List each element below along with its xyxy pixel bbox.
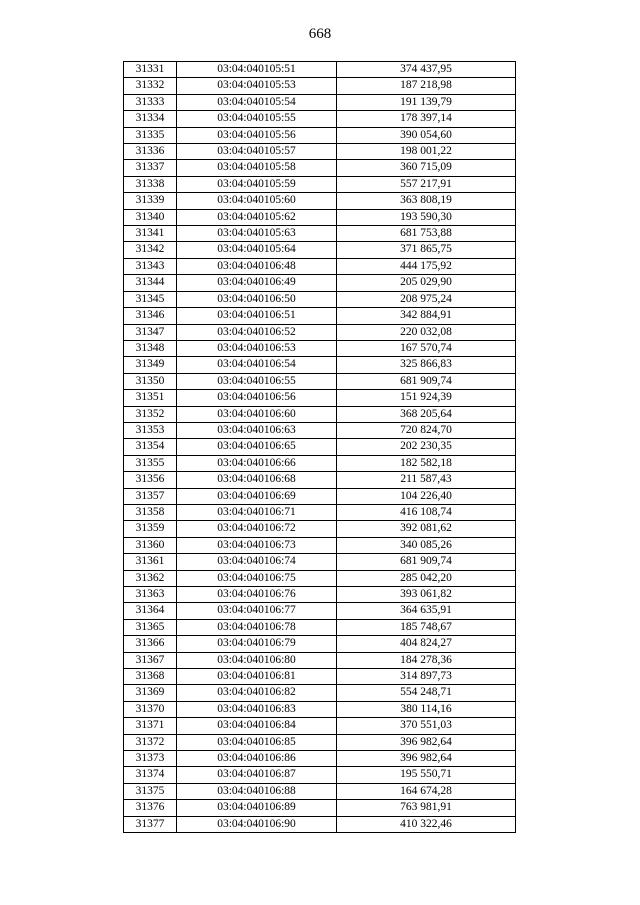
- row-number-cell: 31332: [124, 78, 177, 94]
- row-number-cell: 31354: [124, 439, 177, 455]
- row-number-cell: 31338: [124, 176, 177, 192]
- row-number-cell: 31369: [124, 685, 177, 701]
- cadastral-value-cell: 202 230,35: [337, 439, 516, 455]
- cadastral-value-cell: 187 218,98: [337, 78, 516, 94]
- row-number-cell: 31342: [124, 242, 177, 258]
- cadastral-number-cell: 03:04:040105:60: [177, 193, 337, 209]
- row-number-cell: 31349: [124, 357, 177, 373]
- cadastral-number-cell: 03:04:040105:58: [177, 160, 337, 176]
- cadastral-value-cell: 396 982,64: [337, 734, 516, 750]
- cadastral-number-cell: 03:04:040106:52: [177, 324, 337, 340]
- table-row: [124, 406, 516, 422]
- table-row: [124, 767, 516, 783]
- cadastral-number-cell: 03:04:040106:87: [177, 767, 337, 783]
- cadastral-number-cell: 03:04:040106:86: [177, 751, 337, 767]
- cadastral-number-cell: 03:04:040106:75: [177, 570, 337, 586]
- row-number-cell: 31348: [124, 340, 177, 356]
- cadastral-value-cell: 151 924,39: [337, 390, 516, 406]
- cadastral-number-cell: 03:04:040106:55: [177, 373, 337, 389]
- table-row: [124, 160, 516, 176]
- cadastral-number-cell: 03:04:040106:51: [177, 308, 337, 324]
- cadastral-number-cell: 03:04:040106:85: [177, 734, 337, 750]
- table-body: [124, 62, 516, 833]
- cadastral-value-cell: 763 981,91: [337, 800, 516, 816]
- table-row: [124, 226, 516, 242]
- cadastral-number-cell: 03:04:040106:83: [177, 701, 337, 717]
- cadastral-value-cell: 178 397,14: [337, 111, 516, 127]
- cadastral-value-cell: 371 865,75: [337, 242, 516, 258]
- row-number-cell: 31350: [124, 373, 177, 389]
- cadastral-number-cell: 03:04:040105:62: [177, 209, 337, 225]
- table-row: [124, 521, 516, 537]
- cadastral-value-cell: 220 032,08: [337, 324, 516, 340]
- cadastral-value-cell: 363 808,19: [337, 193, 516, 209]
- cadastral-number-cell: 03:04:040105:59: [177, 176, 337, 192]
- row-number-cell: 31361: [124, 554, 177, 570]
- cadastral-number-cell: 03:04:040106:60: [177, 406, 337, 422]
- cadastral-number-cell: 03:04:040106:72: [177, 521, 337, 537]
- cadastral-number-cell: 03:04:040106:48: [177, 258, 337, 274]
- cadastral-value-cell: 208 975,24: [337, 291, 516, 307]
- table-row: [124, 472, 516, 488]
- cadastral-value-cell: 314 897,73: [337, 669, 516, 685]
- cadastral-value-table: [123, 61, 516, 833]
- cadastral-number-cell: 03:04:040106:54: [177, 357, 337, 373]
- table-row: [124, 111, 516, 127]
- cadastral-value-cell: 392 081,62: [337, 521, 516, 537]
- cadastral-value-cell: 360 715,09: [337, 160, 516, 176]
- cadastral-value-cell: 205 029,90: [337, 275, 516, 291]
- cadastral-number-cell: 03:04:040106:88: [177, 783, 337, 799]
- cadastral-value-cell: 185 748,67: [337, 619, 516, 635]
- table-row: [124, 127, 516, 143]
- cadastral-value-cell: 184 278,36: [337, 652, 516, 668]
- table-row: [124, 734, 516, 750]
- cadastral-value-cell: 444 175,92: [337, 258, 516, 274]
- cadastral-number-cell: 03:04:040106:53: [177, 340, 337, 356]
- cadastral-value-cell: 167 570,74: [337, 340, 516, 356]
- row-number-cell: 31351: [124, 390, 177, 406]
- cadastral-value-cell: 193 590,30: [337, 209, 516, 225]
- cadastral-number-cell: 03:04:040105:63: [177, 226, 337, 242]
- table-row: [124, 587, 516, 603]
- cadastral-value-cell: 681 909,74: [337, 373, 516, 389]
- table-row: [124, 636, 516, 652]
- cadastral-value-cell: 557 217,91: [337, 176, 516, 192]
- row-number-cell: 31335: [124, 127, 177, 143]
- table-row: [124, 783, 516, 799]
- table-row: [124, 537, 516, 553]
- row-number-cell: 31340: [124, 209, 177, 225]
- table-row: [124, 718, 516, 734]
- table-row: [124, 308, 516, 324]
- row-number-cell: 31357: [124, 488, 177, 504]
- table-row: [124, 455, 516, 471]
- cadastral-number-cell: 03:04:040105:54: [177, 94, 337, 110]
- cadastral-value-cell: 380 114,16: [337, 701, 516, 717]
- cadastral-value-cell: 342 884,91: [337, 308, 516, 324]
- cadastral-value-cell: 681 753,88: [337, 226, 516, 242]
- cadastral-number-cell: 03:04:040105:57: [177, 144, 337, 160]
- table-row: [124, 652, 516, 668]
- cadastral-value-cell: 285 042,20: [337, 570, 516, 586]
- cadastral-value-cell: 404 824,27: [337, 636, 516, 652]
- cadastral-value-cell: 198 001,22: [337, 144, 516, 160]
- cadastral-number-cell: 03:04:040105:56: [177, 127, 337, 143]
- row-number-cell: 31360: [124, 537, 177, 553]
- cadastral-number-cell: 03:04:040105:55: [177, 111, 337, 127]
- row-number-cell: 31362: [124, 570, 177, 586]
- cadastral-number-cell: 03:04:040106:50: [177, 291, 337, 307]
- row-number-cell: 31372: [124, 734, 177, 750]
- cadastral-value-cell: 374 437,95: [337, 62, 516, 78]
- table-row: [124, 275, 516, 291]
- table-row: [124, 94, 516, 110]
- cadastral-number-cell: 03:04:040106:71: [177, 504, 337, 520]
- cadastral-value-cell: 393 061,82: [337, 587, 516, 603]
- cadastral-value-cell: 164 674,28: [337, 783, 516, 799]
- row-number-cell: 31352: [124, 406, 177, 422]
- cadastral-value-cell: 370 551,03: [337, 718, 516, 734]
- row-number-cell: 31346: [124, 308, 177, 324]
- table-row: [124, 176, 516, 192]
- table-row: [124, 209, 516, 225]
- table-row: [124, 291, 516, 307]
- table-row: [124, 685, 516, 701]
- table-row: [124, 422, 516, 438]
- row-number-cell: 31355: [124, 455, 177, 471]
- cadastral-number-cell: 03:04:040106:56: [177, 390, 337, 406]
- table-row: [124, 324, 516, 340]
- cadastral-value-cell: 211 587,43: [337, 472, 516, 488]
- cadastral-value-cell: 554 248,71: [337, 685, 516, 701]
- cadastral-number-cell: 03:04:040105:64: [177, 242, 337, 258]
- cadastral-number-cell: 03:04:040105:53: [177, 78, 337, 94]
- row-number-cell: 31376: [124, 800, 177, 816]
- row-number-cell: 31359: [124, 521, 177, 537]
- cadastral-value-cell: 416 108,74: [337, 504, 516, 520]
- table-row: [124, 619, 516, 635]
- row-number-cell: 31366: [124, 636, 177, 652]
- table-row: [124, 193, 516, 209]
- row-number-cell: 31374: [124, 767, 177, 783]
- table-row: [124, 439, 516, 455]
- cadastral-number-cell: 03:04:040105:51: [177, 62, 337, 78]
- cadastral-value-cell: 104 226,40: [337, 488, 516, 504]
- cadastral-number-cell: 03:04:040106:79: [177, 636, 337, 652]
- cadastral-value-cell: 396 982,64: [337, 751, 516, 767]
- row-number-cell: 31353: [124, 422, 177, 438]
- table-row: [124, 504, 516, 520]
- cadastral-number-cell: 03:04:040106:66: [177, 455, 337, 471]
- table-row: [124, 800, 516, 816]
- cadastral-value-cell: 368 205,64: [337, 406, 516, 422]
- row-number-cell: 31356: [124, 472, 177, 488]
- cadastral-value-cell: 325 866,83: [337, 357, 516, 373]
- cadastral-value-cell: 681 909,74: [337, 554, 516, 570]
- row-number-cell: 31347: [124, 324, 177, 340]
- table-row: [124, 78, 516, 94]
- cadastral-value-cell: 720 824,70: [337, 422, 516, 438]
- cadastral-number-cell: 03:04:040106:76: [177, 587, 337, 603]
- row-number-cell: 31377: [124, 816, 177, 832]
- row-number-cell: 31364: [124, 603, 177, 619]
- table-row: [124, 701, 516, 717]
- cadastral-number-cell: 03:04:040106:81: [177, 669, 337, 685]
- row-number-cell: 31371: [124, 718, 177, 734]
- row-number-cell: 31336: [124, 144, 177, 160]
- row-number-cell: 31370: [124, 701, 177, 717]
- table-row: [124, 488, 516, 504]
- table-row: [124, 357, 516, 373]
- table-row: [124, 554, 516, 570]
- cadastral-number-cell: 03:04:040106:84: [177, 718, 337, 734]
- cadastral-number-cell: 03:04:040106:90: [177, 816, 337, 832]
- table-row: [124, 340, 516, 356]
- cadastral-number-cell: 03:04:040106:77: [177, 603, 337, 619]
- page-number: 668: [308, 26, 332, 42]
- table-row: [124, 62, 516, 78]
- row-number-cell: 31344: [124, 275, 177, 291]
- row-number-cell: 31367: [124, 652, 177, 668]
- cadastral-number-cell: 03:04:040106:80: [177, 652, 337, 668]
- cadastral-value-cell: 390 054,60: [337, 127, 516, 143]
- row-number-cell: 31365: [124, 619, 177, 635]
- cadastral-value-cell: 195 550,71: [337, 767, 516, 783]
- cadastral-value-cell: 191 139,79: [337, 94, 516, 110]
- row-number-cell: 31331: [124, 62, 177, 78]
- table-row: [124, 751, 516, 767]
- cadastral-value-cell: 182 582,18: [337, 455, 516, 471]
- cadastral-number-cell: 03:04:040106:74: [177, 554, 337, 570]
- row-number-cell: 31375: [124, 783, 177, 799]
- table-row: [124, 373, 516, 389]
- cadastral-number-cell: 03:04:040106:78: [177, 619, 337, 635]
- row-number-cell: 31333: [124, 94, 177, 110]
- cadastral-value-cell: 364 635,91: [337, 603, 516, 619]
- row-number-cell: 31343: [124, 258, 177, 274]
- table-row: [124, 603, 516, 619]
- cadastral-value-cell: 340 085,26: [337, 537, 516, 553]
- table-row: [124, 570, 516, 586]
- cadastral-number-cell: 03:04:040106:82: [177, 685, 337, 701]
- cadastral-value-cell: 410 322,46: [337, 816, 516, 832]
- table-row: [124, 669, 516, 685]
- row-number-cell: 31341: [124, 226, 177, 242]
- table-row: [124, 242, 516, 258]
- cadastral-number-cell: 03:04:040106:73: [177, 537, 337, 553]
- table-row: [124, 144, 516, 160]
- table-row: [124, 816, 516, 832]
- row-number-cell: 31358: [124, 504, 177, 520]
- cadastral-number-cell: 03:04:040106:89: [177, 800, 337, 816]
- cadastral-number-cell: 03:04:040106:63: [177, 422, 337, 438]
- row-number-cell: 31337: [124, 160, 177, 176]
- row-number-cell: 31345: [124, 291, 177, 307]
- row-number-cell: 31339: [124, 193, 177, 209]
- cadastral-number-cell: 03:04:040106:68: [177, 472, 337, 488]
- cadastral-number-cell: 03:04:040106:69: [177, 488, 337, 504]
- cadastral-number-cell: 03:04:040106:49: [177, 275, 337, 291]
- table-row: [124, 390, 516, 406]
- row-number-cell: 31334: [124, 111, 177, 127]
- table-row: [124, 258, 516, 274]
- row-number-cell: 31368: [124, 669, 177, 685]
- cadastral-number-cell: 03:04:040106:65: [177, 439, 337, 455]
- row-number-cell: 31363: [124, 587, 177, 603]
- row-number-cell: 31373: [124, 751, 177, 767]
